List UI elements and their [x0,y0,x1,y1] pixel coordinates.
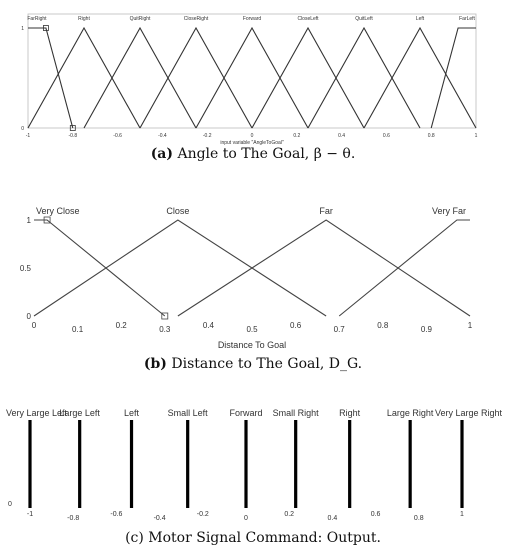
series-labels [36,206,466,216]
y-tick-label: 1 [26,216,31,225]
x-tick-label: 0 [31,321,37,330]
x-tick-label: 0.4 [338,133,346,139]
x-tick-label: 0.4 [327,515,338,522]
y-tick-label: 0 [8,501,12,508]
category-label-right: Right [339,408,361,418]
x-tick-label: 0.8 [413,515,424,522]
x-tick-label: -0.6 [110,511,123,518]
membership-lines [28,26,476,131]
x-tick-label: 0.2 [284,511,295,518]
caption-tag: (b) [143,356,167,372]
x-tick-label: -0.2 [202,133,212,139]
series-label-closeright: CloseRight [183,16,209,22]
x-tick-label: 1 [467,321,473,330]
series-label-quitleft: QuitLeft [355,16,373,22]
x-axis-label: input variable "AngleToGoal" [220,140,284,146]
caption-text: Angle to The Goal, β − θ. [173,146,356,162]
grid [28,14,476,128]
series-label-forward: Forward [242,16,262,22]
series-line-very-close [34,220,165,316]
series-label-very-far: Very Far [431,206,466,216]
distance-to-goal-chart [0,198,506,368]
caption-tag: (a) [150,146,174,162]
series-labels [27,16,475,22]
x-tick-label: 0 [250,133,254,139]
x-tick-label: -0.6 [113,133,122,139]
caption-text: (c) Motor Signal Command: Output. [125,530,381,546]
x-tick-label: 0.9 [420,325,432,334]
series-label-very-close: Very Close [36,206,80,216]
y-tick-label: 0.5 [19,264,31,273]
series-label-quitright: QuitRight [129,16,151,22]
motor-signal-chart [0,390,506,530]
series-line-far [178,220,470,316]
series-line-quitright [84,28,196,128]
tick-labels [8,501,464,522]
x-tick-label: 0.2 [293,133,301,139]
membership-lines [34,217,470,319]
plot-frame [28,14,476,128]
x-tick-label: -0.4 [158,133,167,139]
series-line-farright [28,28,73,128]
category-label-large-right: Large Right [386,408,434,418]
category-label-left: Left [124,408,140,418]
category-labels [6,408,502,418]
category-label-large-left: Large Left [59,408,100,418]
caption-a [0,146,506,162]
x-tick-label: 0.1 [72,325,84,334]
series-label-farleft: FarLeft [459,16,475,22]
angle-to-goal-chart [0,0,506,146]
x-tick-label: -1 [25,133,31,139]
x-tick-label: 0.8 [427,133,435,139]
x-tick-label: -0.8 [67,515,80,522]
x-tick-label: -0.4 [153,515,166,522]
tick-labels [20,216,473,334]
category-label-small-left: Small Left [167,408,208,418]
x-tick-label: 0.3 [159,325,171,334]
caption-text: Distance to The Goal, D_G. [166,356,363,372]
category-label-small-right: Small Right [272,408,319,418]
x-tick-label: 0.6 [290,321,302,330]
series-line-farleft [431,28,476,128]
x-tick-label: 0.6 [382,133,390,139]
series-label-far: Far [319,206,333,216]
x-tick-label: 1 [474,133,478,139]
series-label-left: Left [415,16,425,22]
y-tick-label: 0 [21,126,24,132]
series-label-right: Right [78,16,90,22]
series-label-farright: FarRight [27,16,47,22]
category-label-very-large-left: Very Large Left [6,408,68,418]
x-tick-label: 0.8 [377,321,389,330]
x-tick-label: 0.5 [246,325,258,334]
y-tick-label: 0 [26,312,31,321]
series-line-closeleft [252,28,364,128]
x-tick-label: -0.8 [68,133,78,139]
x-tick-label: 0.7 [333,325,345,334]
x-axis-label: Distance To Goal [217,340,287,350]
y-tick-label: 1 [21,26,24,32]
series-line-quitleft [308,28,420,128]
series-line-close [34,220,326,316]
x-tick-label: 0.6 [370,511,381,518]
series-line-right [28,28,140,128]
caption-c [0,530,506,546]
tick-labels [21,26,477,139]
x-tick-label: 0.4 [202,321,214,330]
x-tick-label: -1 [26,511,34,518]
series-line-forward [196,28,308,128]
series-line-left [364,28,476,128]
x-tick-label: 0.2 [115,321,127,330]
bars [30,420,462,508]
series-line-very-far [339,220,470,316]
series-label-close: Close [166,206,190,216]
category-label-very-large-right: Very Large Right [434,408,502,418]
caption-b [0,356,506,372]
x-tick-label: -0.2 [196,511,209,518]
category-label-forward: Forward [229,408,263,418]
series-line-closeright [140,28,252,128]
x-tick-label: 1 [460,511,464,518]
x-tick-label: 0 [244,515,248,522]
series-label-closeleft: CloseLeft [297,16,319,22]
